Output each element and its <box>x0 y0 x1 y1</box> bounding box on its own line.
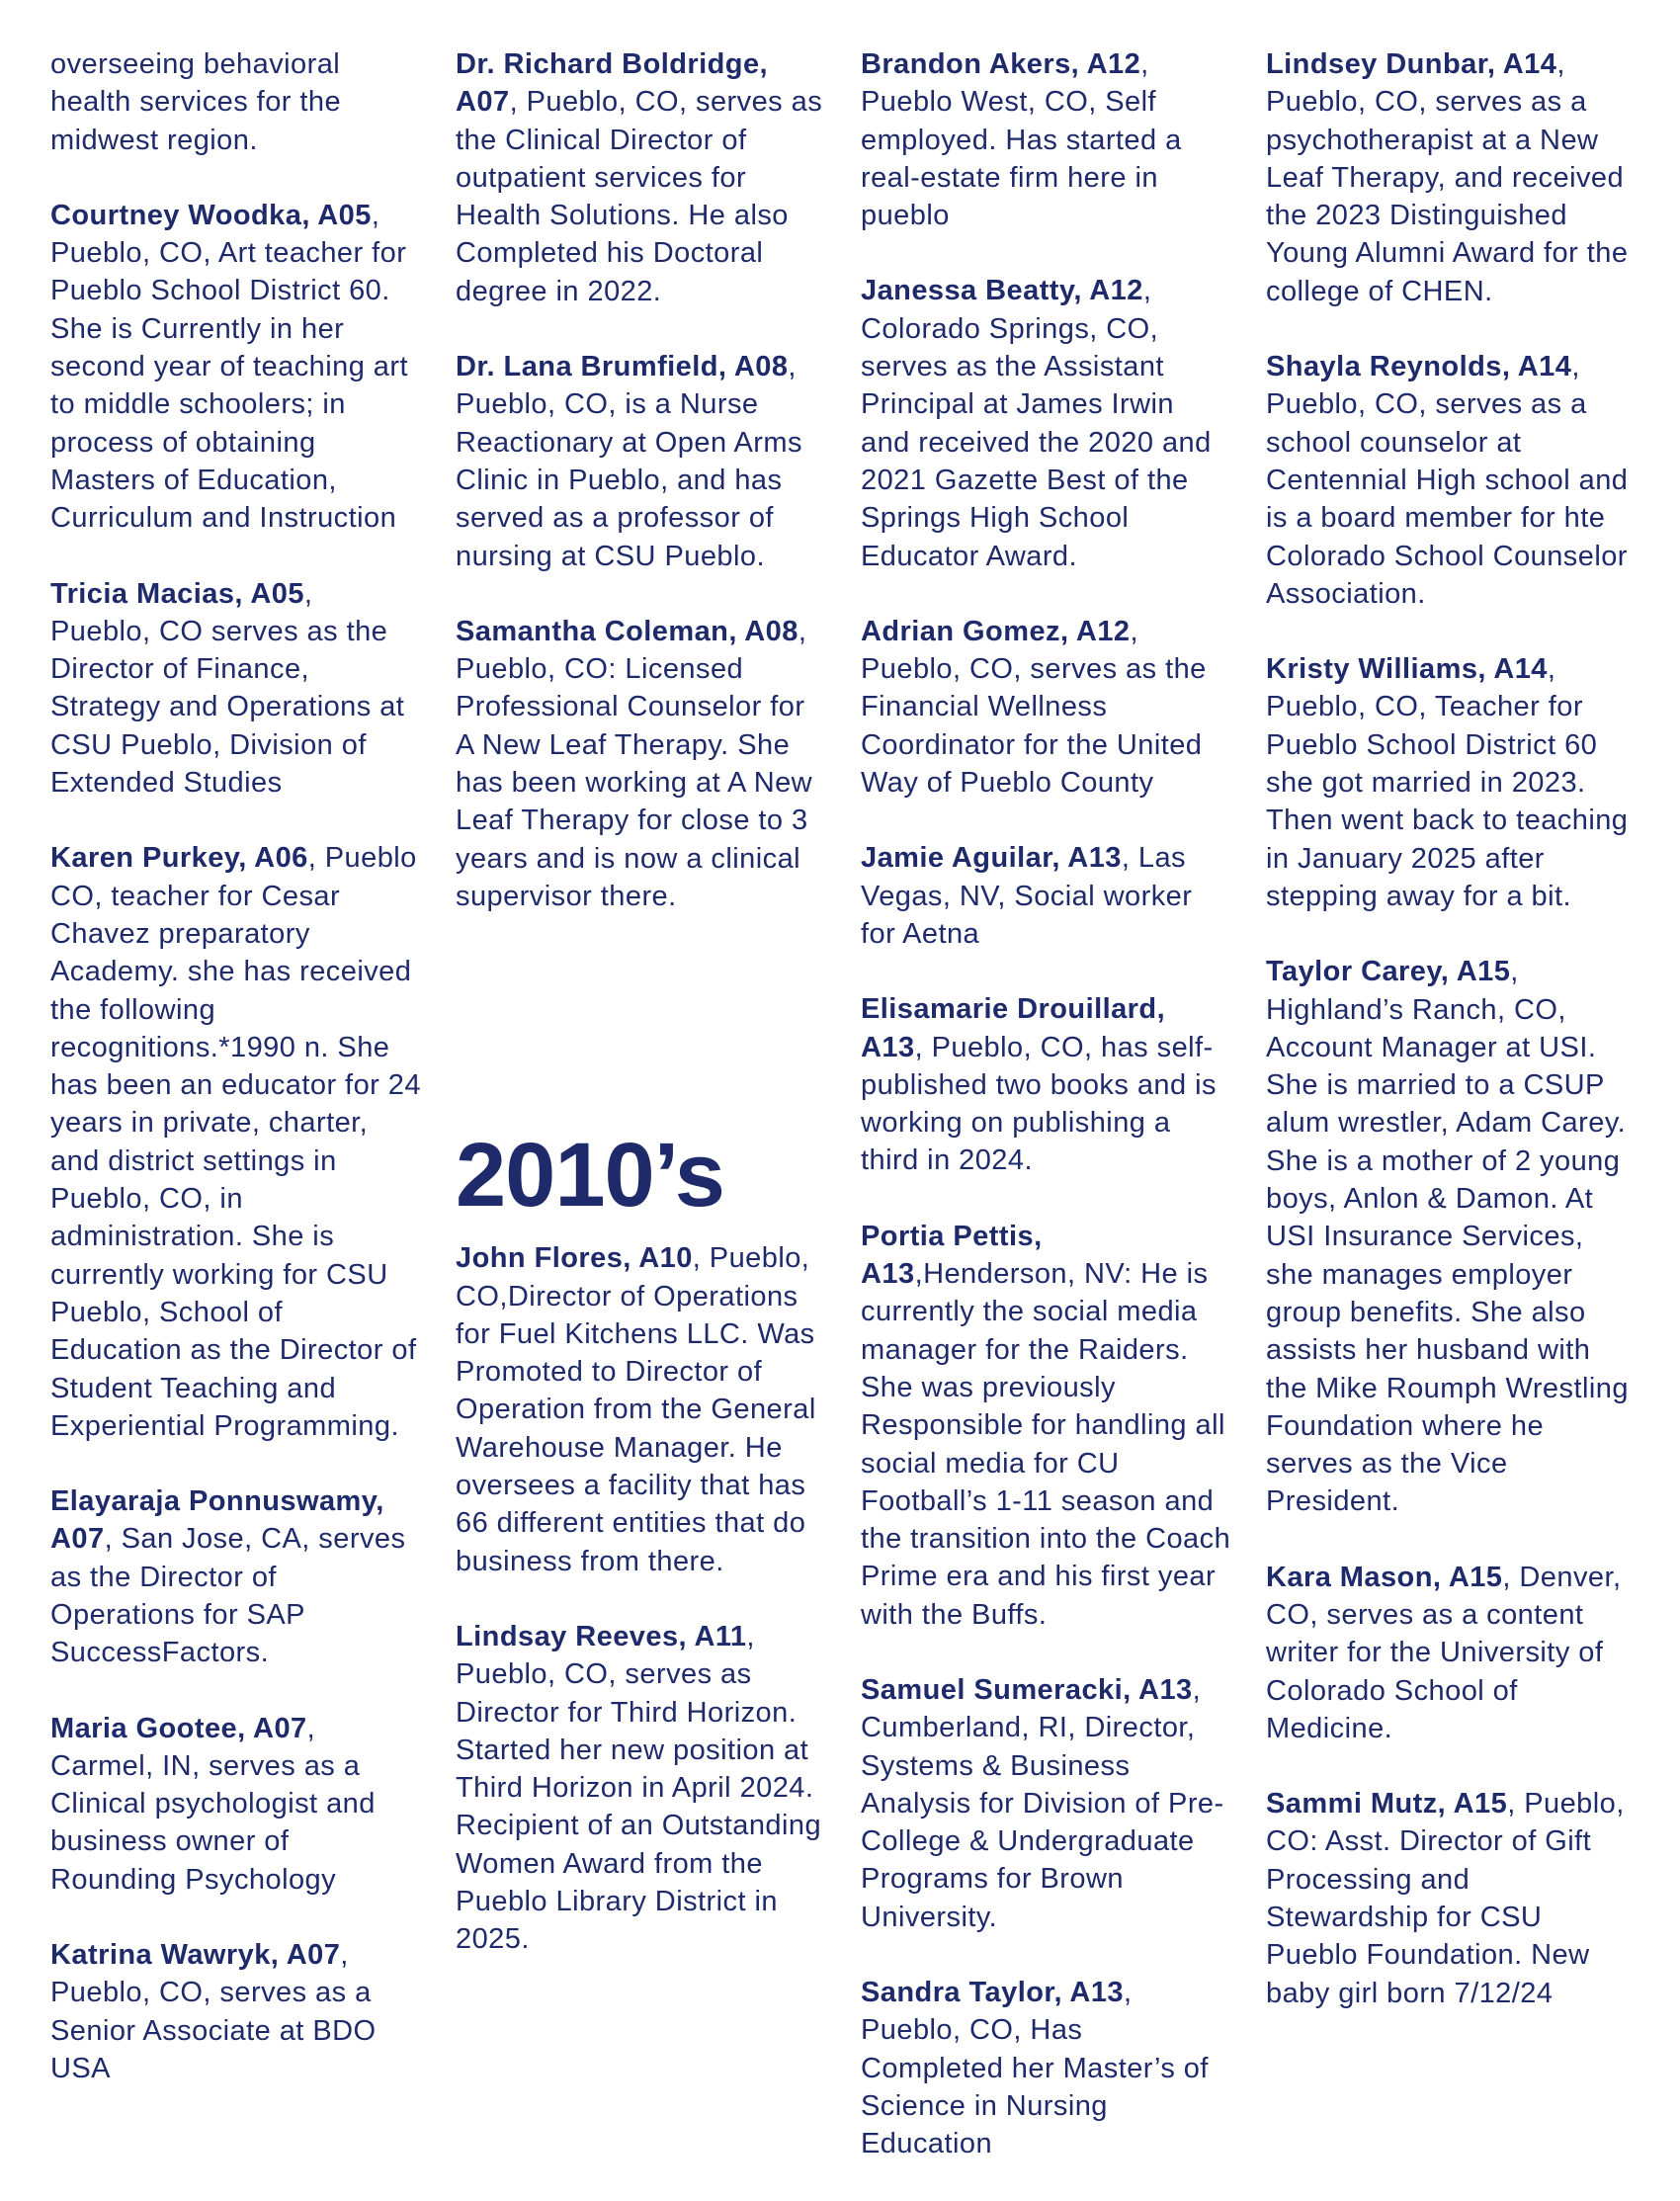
alumni-entry <box>861 1218 1231 1634</box>
alumni-name: Courtney Woodka, A05 <box>50 199 372 231</box>
entry-text: , Pueblo, CO, serves as the Financial Wellness Coordinator for the United Way of Pueblo County <box>861 615 1207 800</box>
entry-text: overseeing behavioral health services for the midwest region. <box>50 48 342 156</box>
alumni-name: John Flores, A10 <box>456 1242 693 1275</box>
entry-text: , Highland’s Ranch, CO, Account Manager at USI. She is married to a CSUP alum wrestler, Adam Carey. She is a mother of 2 young boys, Anlon & Damon. At USI Insurance Services, she manages employer group benefits. She also assists her husband with the Mike Roumph Wrestling Foundation where he serves as the Vice President. <box>1266 956 1629 1518</box>
alumni-entry <box>1266 1559 1637 1747</box>
alumni-name: Kara Mason, A15 <box>1266 1561 1503 1593</box>
alumni-entry <box>50 1482 421 1671</box>
alumni-name: Katrina Wawryk, A07 <box>50 1939 341 1972</box>
alumni-name: Portia Pettis, A13 <box>861 1220 1043 1291</box>
entry-text: , Pueblo, CO serves as the Director of Finance, Strategy and Operations at CSU Pueblo, Division of Extended Studies <box>50 577 405 800</box>
alumni-name: Dr. Lana Brumfield, A08 <box>456 351 789 383</box>
alumni-entry <box>50 1936 421 2087</box>
alumni-name: Karen Purkey, A06 <box>50 842 308 875</box>
alumni-name: Brandon Akers, A12 <box>861 48 1141 80</box>
alumni-entry <box>861 613 1231 802</box>
alumni-entry <box>861 1671 1231 1936</box>
alumni-name: Samuel Sumeracki, A13 <box>861 1673 1193 1706</box>
entry-text: ,Henderson, NV: He is currently the social media manager for the Raiders. She was previously Responsible for handling all social media for CU Football’s 1-11 season and the transition into the Coach Prime era and his first year with the Buffs. <box>861 1258 1231 1631</box>
entry-text: , Pueblo, CO, Has Completed her Master’s of Science in Nursing Education <box>861 1977 1209 2160</box>
alumni-entry <box>1266 650 1637 915</box>
alumni-name: Samantha Coleman, A08 <box>456 615 798 647</box>
column-4 <box>1266 45 1637 2050</box>
alumni-entry <box>50 1710 421 1899</box>
entry-text: , Pueblo, CO, has self-published two books and is working on publishing a third in 2024. <box>861 1031 1217 1177</box>
entry-text: , Pueblo, CO, serves as a psychotherapist at a New Leaf Therapy, and received the 2023 Distinguished Young Alumni Award for the college of CHEN. <box>1266 48 1629 307</box>
entry-text: , Pueblo, CO, is a Nurse Reactionary at Open Arms Clinic in Pueblo, and has served as a professor of nursing at CSU Pueblo. <box>456 351 802 572</box>
entry-text: , Las Vegas, NV, Social worker for Aetna <box>861 842 1193 950</box>
alumni-name: Taylor Carey, A15 <box>1266 956 1511 988</box>
alumni-entry <box>456 45 826 310</box>
alumni-entry <box>1266 348 1637 613</box>
alumni-name: Shayla Reynolds, A14 <box>1266 351 1572 383</box>
alumni-entry <box>861 839 1231 953</box>
alumni-name: Sammi Mutz, A15 <box>1266 1788 1508 1820</box>
entry-text: , Pueblo, CO, serves as a school counselor at Centennial High school and is a board member for hte Colorado School Counselor Association. <box>1266 351 1629 610</box>
entry-text: , Pueblo CO, teacher for Cesar Chavez preparatory Academy. she has received the following recognitions.*1990 n. She has been an educator for 24 years in private, charter, and district settings in Pueblo, CO, in administration. She is currently working for CSU Pueblo, School of Education as the Director of Student Teaching and Experiential Programming. <box>50 842 421 1442</box>
alumni-entry <box>50 197 421 538</box>
entry-text: , Pueblo, CO, Teacher for Pueblo School District 60 she got married in 2023. Then went back to teaching in January 2025 after stepping away for a bit. <box>1266 653 1629 912</box>
entry-text: , Denver, CO, serves as a content writer for the University of Colorado School of Medicine. <box>1266 1561 1622 1744</box>
entry-text: , Carmel, IN, serves as a Clinical psychologist and business owner of Rounding Psychology <box>50 1712 376 1896</box>
alumni-entry <box>1266 1785 1637 2012</box>
alumni-entry <box>456 1239 826 1580</box>
alumni-name: Dr. Richard Boldridge, A07 <box>456 48 769 119</box>
entry-text: , Pueblo, CO, serves as a Senior Associate at BDO USA <box>50 1939 377 2084</box>
entry-text: , Pueblo, CO: Asst. Director of Gift Processing and Stewardship for CSU Pueblo Foundation. New baby girl born 7/12/24 <box>1266 1788 1625 2009</box>
alumni-entry <box>1266 953 1637 1520</box>
alumni-name: Kristy Williams, A14 <box>1266 653 1548 686</box>
alumni-name: Jamie Aguilar, A13 <box>861 842 1122 875</box>
entry-text: , Pueblo, CO: Licensed Professional Counselor for A New Leaf Therapy. She has been working at A New Leaf Therapy for close to 3 years and is now a clinical supervisor there. <box>456 615 813 912</box>
alumni-name: Sandra Taylor, A13 <box>861 1977 1124 2009</box>
alumni-entry <box>861 990 1231 1179</box>
entry-text: , Pueblo, CO, serves as the Clinical Director of outpatient services for Health Solutions. He also Completed his Doctoral degree in 2022. <box>456 86 823 307</box>
decade-heading: 2010’s <box>456 1125 724 1227</box>
entry-text: , Colorado Springs, CO, serves as the Assistant Principal at James Irwin and received the 2020 and 2021 Gazette Best of the Springs High School Educator Award. <box>861 275 1212 572</box>
alumni-name: Tricia Macias, A05 <box>50 577 304 610</box>
entry-text: , Pueblo, CO, serves as Director for Third Horizon. Started her new position at Third Horizon in April 2024. Recipient of an Outstanding Women Award from the Pueblo Library District in 2025. <box>456 1620 822 1956</box>
alumni-name: Elayaraja Ponnuswamy, A07 <box>50 1485 384 1556</box>
alumni-entry-continued <box>50 45 421 159</box>
alumni-entry <box>861 1974 1231 2162</box>
alumni-entry <box>861 45 1231 234</box>
alumni-name: Lindsey Dunbar, A14 <box>1266 48 1557 80</box>
alumni-name: Elisamarie Drouillard, A13 <box>861 993 1166 1063</box>
alumni-name: Janessa Beatty, A12 <box>861 275 1143 307</box>
entry-text: , Cumberland, RI, Director, Systems & Business Analysis for Division of Pre-College & Undergraduate Programs for Brown University. <box>861 1673 1224 1933</box>
alumni-entry <box>456 1618 826 1959</box>
alumni-entry <box>1266 45 1637 310</box>
alumni-entry <box>456 348 826 575</box>
entry-text: , San Jose, CA, serves as the Director of Operations for SAP SuccessFactors. <box>50 1523 406 1669</box>
alumni-entry <box>456 613 826 915</box>
alumni-name: Adrian Gomez, A12 <box>861 615 1131 647</box>
alumni-entry <box>50 575 421 803</box>
alumni-name: Maria Gootee, A07 <box>50 1712 307 1744</box>
entry-text: , Pueblo, CO,Director of Operations for Fuel Kitchens LLC. Was Promoted to Director of Operation from the General Warehouse Manager. He oversees a facility that has 66 different entities that do business from there. <box>456 1242 816 1577</box>
alumni-entry <box>861 272 1231 574</box>
alumni-entry <box>50 839 421 1445</box>
column-3 <box>861 45 1231 2201</box>
alumni-name: Lindsay Reeves, A11 <box>456 1620 747 1652</box>
entry-text: , Pueblo, CO, Art teacher for Pueblo School District 60. She is Currently in her second year of teaching art to middle schoolers; in process of obtaining Masters of Education, Curriculum and Instruction <box>50 199 408 535</box>
column-2 <box>456 45 826 1996</box>
entry-text: , Pueblo West, CO, Self employed. Has started a real-estate firm here in pueblo <box>861 48 1182 232</box>
column-1 <box>50 45 421 2125</box>
